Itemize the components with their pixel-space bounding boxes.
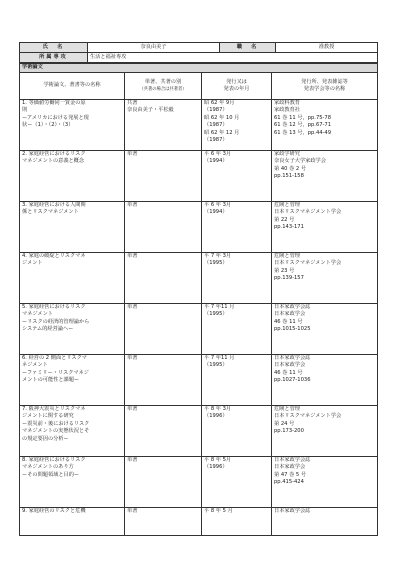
entry-date-line: 平 6 年 3月 <box>204 151 232 157</box>
entry-authorship-line: 単著 <box>127 202 138 208</box>
entry-date <box>202 304 272 355</box>
entry-publisher-line: 第 23 号 <box>274 267 295 274</box>
column-date-line2: 発表の年月 <box>223 86 250 92</box>
entry-title-line: 則 <box>22 107 28 114</box>
entry-date-line: （1987） <box>204 107 228 114</box>
entry-authorship <box>125 253 202 304</box>
entry-publisher-line: 日本家政学会 <box>274 311 306 318</box>
entry-authorship-line: 単著 <box>127 253 138 259</box>
entry-title-line: マネジメントの意義と概念 <box>22 158 85 165</box>
entry-title-line: 5. 家庭経営におけるリスク <box>22 304 86 310</box>
entry-date <box>202 202 272 253</box>
publication-row <box>20 304 378 355</box>
entry-publisher-line: 46 巻 11 号 <box>274 369 303 376</box>
column-header-row <box>20 73 378 100</box>
entry-publisher-line: 61 巻 13 号，pp.44-49 <box>274 129 332 136</box>
entry-title-line: マネジメントの実態状況とそ <box>22 428 90 435</box>
publications-table <box>19 63 378 536</box>
entry-title <box>20 151 125 202</box>
column-publisher <box>272 73 378 100</box>
entry-date-line: （1996） <box>204 413 228 420</box>
section-title: 学術論文 <box>20 64 378 73</box>
entry-publisher-line: 日本家政学会誌 <box>274 304 311 310</box>
entry-publisher-line: pp.1015-1025 <box>274 326 311 333</box>
entry-date-line: 平 7 年11 月 <box>204 355 235 361</box>
entry-title-line: の規定要因の分析ー <box>22 435 69 442</box>
entry-authorship <box>125 355 202 406</box>
entry-authorship <box>125 151 202 202</box>
entry-date <box>202 100 272 151</box>
entry-date-line: （1987） <box>204 137 228 144</box>
entry-publisher-line: 第 40 巻 2 号 <box>274 165 307 172</box>
entry-authorship <box>125 406 202 457</box>
entry-title-line: ジメント <box>22 260 43 267</box>
entry-publisher-line: 家政科教育 <box>274 100 300 106</box>
column-authorship-note: （共著の場合は共著者） <box>139 87 187 92</box>
entry-date-line: 平 8 年 5 月 <box>204 508 233 514</box>
publication-row <box>20 202 378 253</box>
entry-title-line: 4. 家庭の破綻とリスクマネ <box>22 253 86 259</box>
entry-date <box>202 508 272 536</box>
entry-title <box>20 355 125 406</box>
major-label: 所属専攻 <box>20 53 88 63</box>
entry-authorship-line: 奈良由美子・平松毅 <box>127 107 174 114</box>
entry-title-line: ーファミリー・リスクマネジ <box>22 369 89 376</box>
entry-publisher-line: pp.151-158 <box>274 173 304 180</box>
entry-publisher-line: pp.1027-1036 <box>274 377 311 384</box>
entry-authorship <box>125 457 202 508</box>
entry-publisher-line: 日本家政学会誌 <box>274 457 311 463</box>
entries-body <box>20 100 378 536</box>
entry-authorship-line: 単著 <box>127 508 138 514</box>
entry-title-line: メントの可能性と課題ー <box>22 377 80 384</box>
entry-title <box>20 304 125 355</box>
entry-publisher <box>272 508 378 536</box>
entry-publisher <box>272 253 378 304</box>
column-publisher-line2: 発表学会等の名称 <box>303 86 346 92</box>
entry-publisher-line: 日本家政学会誌 <box>274 355 311 361</box>
publication-row <box>20 151 378 202</box>
entry-publisher <box>272 406 378 457</box>
publication-row <box>20 457 378 508</box>
entry-title-line: 1. 等価値労働同一賃金の原 <box>22 100 86 106</box>
entry-date-line: （1995） <box>204 311 228 318</box>
entry-title-line: ネジメント <box>22 362 48 369</box>
entry-date-line: 平 6 年 3月 <box>204 202 232 208</box>
entry-date <box>202 253 272 304</box>
entry-publisher-line: 日本リスクマネジメント学会 <box>274 260 342 267</box>
entry-publisher-line: 危険と管理 <box>274 406 300 412</box>
publication-row <box>20 355 378 406</box>
entry-title-line: 7. 阪神大震災とリスクマネ <box>22 406 86 412</box>
entry-title-line: 3. 家庭経営における人間関 <box>22 202 86 208</box>
entry-publisher <box>272 304 378 355</box>
entry-title-line: ジメントに関する研究 <box>22 413 74 420</box>
column-authorship-label: 単著、共著の別 <box>144 78 182 85</box>
entry-publisher-line: 第 22 号 <box>274 216 295 223</box>
entry-publisher-line: pp.139-157 <box>274 275 304 282</box>
entry-authorship <box>125 508 202 536</box>
entry-publisher <box>272 457 378 508</box>
entry-title-line: マネジメントのあり方 <box>22 464 74 471</box>
entry-date-line: 昭 62 年 10 月 <box>204 114 240 121</box>
name-label: 氏 名 <box>20 43 88 53</box>
publication-row <box>20 100 378 151</box>
entry-date-line: （1995） <box>204 260 228 267</box>
entry-publisher-line: 日本家政学会誌 <box>274 508 311 514</box>
entry-title <box>20 406 125 457</box>
entry-title <box>20 202 125 253</box>
entry-title-line: ーアメリカにおける発展と現 <box>22 114 89 121</box>
publication-row <box>20 508 378 536</box>
entry-date-line: 平 7 年 3月 <box>204 253 232 259</box>
entry-date-line: 平 7 年11 月 <box>204 304 235 310</box>
entry-publisher <box>272 100 378 151</box>
entry-authorship-line: 単著 <box>127 151 138 157</box>
entry-authorship-line: 単著 <box>127 355 138 361</box>
entry-title-line: マネジメント <box>22 311 53 318</box>
entry-title-line: 係とリスクマネジメント <box>22 209 79 216</box>
entry-title-line: ーその問題領域と目的ー <box>22 471 80 478</box>
entry-publisher <box>272 355 378 406</box>
entry-authorship-line: 単著 <box>127 406 138 412</box>
entry-title-line: 8. 家庭経営におけるリスク <box>22 457 86 463</box>
entry-publisher-line: pp.143-171 <box>274 224 304 231</box>
column-title: 学術論文、著書等の名称 <box>20 73 125 100</box>
title-label: 職 名 <box>220 43 276 53</box>
entry-date-line: 昭 62 年 9月 <box>204 100 235 106</box>
entry-title <box>20 508 125 536</box>
entry-date-line: 平 8 年 5月 <box>204 457 232 463</box>
entry-publisher-line: 61 巻 12 号，pp.67-71 <box>274 122 332 129</box>
entry-date <box>202 457 272 508</box>
column-authorship <box>125 73 202 100</box>
publication-row <box>20 406 378 457</box>
entry-date-line: （1994） <box>204 158 228 165</box>
entry-title-line: ー震災前・後におけるリスク <box>22 420 90 427</box>
entry-title <box>20 457 125 508</box>
entry-title-line: 状ー（1）・（2）・（3） <box>22 122 74 129</box>
entry-title-line: ーリスクの経済的管理論から <box>22 318 90 325</box>
entry-publisher-line: pp.173-200 <box>274 428 304 435</box>
title-value: 准教授 <box>276 43 378 53</box>
entry-publisher <box>272 151 378 202</box>
entry-publisher-line: 61 巻 11 号，pp.75-78 <box>274 114 332 121</box>
entry-date-line: （1987） <box>204 122 228 129</box>
entry-authorship <box>125 304 202 355</box>
entry-publisher-line: 日本リスクマネジメント学会 <box>274 209 342 216</box>
entry-publisher-line: pp.415-424 <box>274 479 304 486</box>
entry-date-line: （1994） <box>204 209 228 216</box>
entry-title-line: 2. 家庭経営におけるリスク <box>22 151 86 157</box>
entry-publisher-line: 危険と管理 <box>274 253 300 259</box>
entry-publisher-line: 46 巻 11 号 <box>274 318 303 325</box>
publication-row <box>20 253 378 304</box>
document-sheet <box>19 42 377 536</box>
entry-publisher <box>272 202 378 253</box>
entry-publisher-line: 第 47 巻 5 号 <box>274 471 307 478</box>
entry-publisher-line: 奈良女子大学家政学会 <box>274 158 326 165</box>
entry-title-line: 6. 経営の 2 側面とリスクマ <box>22 355 87 361</box>
entry-date-line: （1996） <box>204 464 228 471</box>
entry-publisher-line: 日本家政学会 <box>274 464 306 471</box>
entry-date <box>202 406 272 457</box>
column-date-line1: 発行又は <box>226 78 247 85</box>
entry-authorship <box>125 202 202 253</box>
entry-publisher-line: 家政学研究 <box>274 151 300 157</box>
column-date <box>202 73 272 100</box>
name-value: 奈良由美子 <box>88 43 220 53</box>
entry-title <box>20 253 125 304</box>
entry-publisher-line: 日本リスクマネジメント学会 <box>274 413 342 420</box>
entry-title-line: 9. 家庭経営のリスクと危機 <box>22 508 86 514</box>
major-value: 生活と福祉専攻 <box>88 53 378 63</box>
entry-authorship-line: 単著 <box>127 457 138 463</box>
entry-title <box>20 100 125 151</box>
entry-date-line: 平 8 年 3月 <box>204 406 232 412</box>
entry-publisher-line: 日本家政学会 <box>274 362 306 369</box>
profile-table <box>19 42 378 63</box>
entry-publisher-line: 危険と管理 <box>274 202 300 208</box>
entry-authorship-line: 単著 <box>127 304 138 310</box>
entry-authorship-line: 共著 <box>127 100 138 106</box>
entry-date-line: （1995） <box>204 362 228 369</box>
column-publisher-line1: 発行所、発表雑誌等 <box>301 78 348 85</box>
entry-date <box>202 355 272 406</box>
entry-date <box>202 151 272 202</box>
entry-authorship <box>125 100 202 151</box>
entry-publisher-line: 第 24 号 <box>274 420 295 427</box>
entry-publisher-line: 家政教育社 <box>274 107 300 114</box>
entry-date-line: 昭 62 年 12 月 <box>204 129 240 136</box>
entry-title-line: システム的経営論へー <box>22 326 74 333</box>
